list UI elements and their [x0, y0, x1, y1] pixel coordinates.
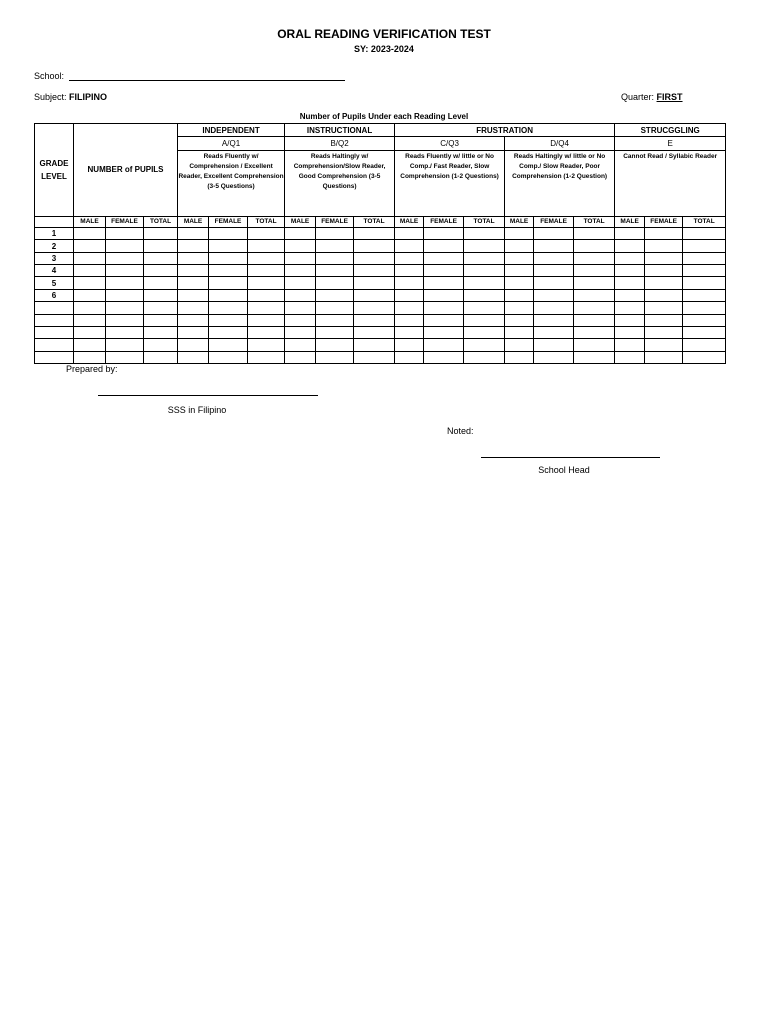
grade-number-cell	[35, 351, 74, 363]
count-entry-cell[interactable]	[178, 302, 209, 314]
count-entry-cell[interactable]	[395, 240, 424, 252]
count-entry-cell[interactable]	[574, 240, 615, 252]
quarter-label: Quarter:	[621, 92, 655, 102]
subheader-total: TOTAL	[683, 216, 726, 227]
count-entry-cell[interactable]	[534, 252, 574, 264]
count-entry-cell[interactable]	[464, 228, 505, 240]
grade-number-cell: 3	[35, 252, 74, 264]
grade-number-cell: 1	[35, 228, 74, 240]
school-field-row	[34, 71, 345, 81]
count-entry-cell[interactable]	[464, 302, 505, 314]
count-entry-cell[interactable]	[354, 351, 395, 363]
count-entry-cell[interactable]	[144, 228, 178, 240]
table-row	[35, 265, 726, 277]
count-entry-cell[interactable]	[354, 265, 395, 277]
count-entry-cell[interactable]	[464, 252, 505, 264]
count-entry-cell[interactable]	[285, 240, 316, 252]
count-entry-cell[interactable]	[534, 302, 574, 314]
count-entry-cell[interactable]	[534, 228, 574, 240]
subheader-total: TOTAL	[144, 216, 178, 227]
count-entry-cell[interactable]	[144, 252, 178, 264]
count-entry-cell[interactable]	[615, 265, 645, 277]
subheader-total: TOTAL	[574, 216, 615, 227]
school-blank-line[interactable]	[69, 71, 345, 81]
table-row	[35, 302, 726, 314]
count-entry-cell[interactable]	[106, 326, 144, 338]
grade-number-cell	[35, 326, 74, 338]
grade-number-cell: 5	[35, 277, 74, 289]
count-entry-cell[interactable]	[574, 314, 615, 326]
grade-number-cell: 4	[35, 265, 74, 277]
count-entry-cell[interactable]	[285, 302, 316, 314]
count-entry-cell[interactable]	[354, 277, 395, 289]
count-entry-cell[interactable]	[178, 314, 209, 326]
count-entry-cell[interactable]	[615, 326, 645, 338]
count-entry-cell[interactable]	[106, 339, 144, 351]
count-entry-cell[interactable]	[574, 265, 615, 277]
count-entry-cell[interactable]	[424, 326, 464, 338]
count-entry-cell[interactable]	[178, 351, 209, 363]
count-entry-cell[interactable]	[178, 228, 209, 240]
count-entry-cell[interactable]	[683, 339, 726, 351]
count-entry-cell[interactable]	[683, 265, 726, 277]
count-entry-cell[interactable]	[683, 326, 726, 338]
count-entry-cell[interactable]	[354, 252, 395, 264]
count-entry-cell[interactable]	[534, 289, 574, 301]
count-entry-cell[interactable]	[248, 252, 285, 264]
count-entry-cell[interactable]	[645, 252, 683, 264]
grade-number-cell: 6	[35, 289, 74, 301]
count-entry-cell[interactable]	[74, 228, 106, 240]
count-entry-cell[interactable]	[354, 228, 395, 240]
count-entry-cell[interactable]	[424, 277, 464, 289]
count-entry-cell[interactable]	[144, 289, 178, 301]
count-entry-cell[interactable]	[285, 265, 316, 277]
count-entry-cell[interactable]	[178, 252, 209, 264]
subheader-total: TOTAL	[464, 216, 505, 227]
school-head-label: School Head	[538, 465, 590, 475]
count-entry-cell[interactable]	[316, 228, 354, 240]
subheader-row	[35, 216, 726, 227]
subheader-female: FEMALE	[106, 216, 144, 227]
subheader-male: MALE	[178, 216, 209, 227]
count-entry-cell[interactable]	[424, 252, 464, 264]
count-entry-cell[interactable]	[209, 289, 248, 301]
count-entry-cell[interactable]	[534, 265, 574, 277]
count-entry-cell[interactable]	[395, 351, 424, 363]
count-entry-cell[interactable]	[178, 339, 209, 351]
count-entry-cell[interactable]	[354, 314, 395, 326]
level-name-frustration: FRUSTRATION	[395, 124, 615, 137]
subheader-blank	[35, 216, 74, 227]
count-entry-cell[interactable]	[74, 265, 106, 277]
count-entry-cell[interactable]	[144, 351, 178, 363]
level-description-a: Reads Fluently w/ Comprehension / Excellent Reader, Excellent Comprehension (3-5 Questions)	[178, 150, 285, 216]
subheader-male: MALE	[285, 216, 316, 227]
count-entry-cell[interactable]	[645, 289, 683, 301]
sss-in-filipino-label: SSS in Filipino	[167, 405, 227, 415]
count-entry-cell[interactable]	[209, 252, 248, 264]
count-entry-cell[interactable]	[424, 228, 464, 240]
level-code-e: E	[615, 137, 726, 150]
count-entry-cell[interactable]	[316, 351, 354, 363]
count-entry-cell[interactable]	[505, 351, 534, 363]
count-entry-cell[interactable]	[505, 302, 534, 314]
count-entry-cell[interactable]	[285, 252, 316, 264]
count-entry-cell[interactable]	[285, 314, 316, 326]
count-entry-cell[interactable]	[285, 339, 316, 351]
count-entry-cell[interactable]	[178, 265, 209, 277]
count-entry-cell[interactable]	[316, 326, 354, 338]
count-entry-cell[interactable]	[316, 265, 354, 277]
count-entry-cell[interactable]	[106, 265, 144, 277]
count-entry-cell[interactable]	[574, 289, 615, 301]
count-entry-cell[interactable]	[424, 302, 464, 314]
subheader-female: FEMALE	[645, 216, 683, 227]
count-entry-cell[interactable]	[615, 240, 645, 252]
count-entry-cell[interactable]	[505, 240, 534, 252]
count-entry-cell[interactable]	[534, 339, 574, 351]
count-entry-cell[interactable]	[464, 240, 505, 252]
count-entry-cell[interactable]	[505, 277, 534, 289]
count-entry-cell[interactable]	[144, 265, 178, 277]
level-name-independent: INDEPENDENT	[178, 124, 285, 137]
reading-level-table	[34, 123, 726, 364]
table-row	[35, 339, 726, 351]
prepared-by-signature-line[interactable]	[98, 381, 318, 396]
subject-label: Subject:	[34, 92, 67, 102]
count-entry-cell[interactable]	[248, 265, 285, 277]
count-entry-cell[interactable]	[574, 326, 615, 338]
count-entry-cell[interactable]	[106, 302, 144, 314]
grade-level-header: GRADE LEVEL	[35, 124, 74, 217]
count-entry-cell[interactable]	[74, 339, 106, 351]
count-entry-cell[interactable]	[285, 326, 316, 338]
count-entry-cell[interactable]	[74, 289, 106, 301]
count-entry-cell[interactable]	[534, 326, 574, 338]
school-year: SY: 2023-2024	[354, 44, 414, 54]
level-description-e: Cannot Read / Syllabic Reader	[615, 150, 726, 216]
count-entry-cell[interactable]	[74, 252, 106, 264]
count-entry-cell[interactable]	[248, 277, 285, 289]
table-row	[35, 326, 726, 338]
count-entry-cell[interactable]	[645, 277, 683, 289]
count-entry-cell[interactable]	[74, 326, 106, 338]
subject-value: FILIPINO	[69, 92, 108, 102]
count-entry-cell[interactable]	[209, 228, 248, 240]
subheader-male: MALE	[74, 216, 106, 227]
count-entry-cell[interactable]	[424, 265, 464, 277]
count-entry-cell[interactable]	[144, 326, 178, 338]
level-description-d: Reads Haltingly w/ little or No Comp./ Slow Reader, Poor Comprehension (1-2 Question)	[505, 150, 615, 216]
count-entry-cell[interactable]	[144, 277, 178, 289]
count-entry-cell[interactable]	[395, 339, 424, 351]
count-entry-cell[interactable]	[285, 228, 316, 240]
count-entry-cell[interactable]	[144, 302, 178, 314]
count-entry-cell[interactable]	[424, 314, 464, 326]
count-entry-cell[interactable]	[106, 228, 144, 240]
subheader-female: FEMALE	[209, 216, 248, 227]
count-entry-cell[interactable]	[424, 289, 464, 301]
count-entry-cell[interactable]	[464, 277, 505, 289]
count-entry-cell[interactable]	[395, 326, 424, 338]
count-entry-cell[interactable]	[645, 302, 683, 314]
count-entry-cell[interactable]	[534, 277, 574, 289]
count-entry-cell[interactable]	[424, 351, 464, 363]
count-entry-cell[interactable]	[615, 289, 645, 301]
count-entry-cell[interactable]	[574, 252, 615, 264]
count-entry-cell[interactable]	[144, 240, 178, 252]
count-entry-cell[interactable]	[464, 265, 505, 277]
noted-label: Noted:	[447, 426, 474, 436]
level-code-a: A/Q1	[178, 137, 285, 150]
subject-field-row	[34, 92, 107, 102]
count-entry-cell[interactable]	[209, 265, 248, 277]
count-entry-cell[interactable]	[683, 240, 726, 252]
count-entry-cell[interactable]	[209, 326, 248, 338]
count-entry-cell[interactable]	[395, 265, 424, 277]
grade-number-cell	[35, 302, 74, 314]
count-entry-cell[interactable]	[615, 314, 645, 326]
count-entry-cell[interactable]	[505, 228, 534, 240]
count-entry-cell[interactable]	[464, 326, 505, 338]
count-entry-cell[interactable]	[106, 289, 144, 301]
count-entry-cell[interactable]	[316, 302, 354, 314]
count-entry-cell[interactable]	[74, 277, 106, 289]
table-row	[35, 314, 726, 326]
subheader-male: MALE	[615, 216, 645, 227]
count-entry-cell[interactable]	[316, 252, 354, 264]
level-code-b: B/Q2	[285, 137, 395, 150]
count-entry-cell[interactable]	[316, 277, 354, 289]
count-entry-cell[interactable]	[395, 314, 424, 326]
count-entry-cell[interactable]	[248, 326, 285, 338]
count-entry-cell[interactable]	[615, 351, 645, 363]
count-entry-cell[interactable]	[354, 326, 395, 338]
school-head-signature-line[interactable]	[481, 443, 660, 458]
count-entry-cell[interactable]	[106, 252, 144, 264]
count-entry-cell[interactable]	[248, 289, 285, 301]
count-entry-cell[interactable]	[645, 326, 683, 338]
table-row	[35, 228, 726, 240]
count-entry-cell[interactable]	[683, 289, 726, 301]
count-entry-cell[interactable]	[534, 240, 574, 252]
subheader-male: MALE	[395, 216, 424, 227]
count-entry-cell[interactable]	[209, 351, 248, 363]
count-entry-cell[interactable]	[464, 351, 505, 363]
count-entry-cell[interactable]	[574, 351, 615, 363]
table-row	[35, 240, 726, 252]
number-of-pupils-header: NUMBER of PUPILS	[74, 124, 178, 217]
table-row	[35, 277, 726, 289]
count-entry-cell[interactable]	[248, 228, 285, 240]
count-entry-cell[interactable]	[178, 277, 209, 289]
level-code-d: D/Q4	[505, 137, 615, 150]
count-entry-cell[interactable]	[534, 314, 574, 326]
count-entry-cell[interactable]	[209, 240, 248, 252]
table-row	[35, 289, 726, 301]
grade-number-cell	[35, 339, 74, 351]
count-entry-cell[interactable]	[178, 289, 209, 301]
count-entry-cell[interactable]	[645, 265, 683, 277]
subheader-female: FEMALE	[534, 216, 574, 227]
count-entry-cell[interactable]	[285, 351, 316, 363]
count-entry-cell[interactable]	[209, 302, 248, 314]
count-entry-cell[interactable]	[574, 277, 615, 289]
count-entry-cell[interactable]	[354, 302, 395, 314]
level-name-instructional: INSTRUCTIONAL	[285, 124, 395, 137]
count-entry-cell[interactable]	[683, 277, 726, 289]
table-row	[35, 351, 726, 363]
level-description-c: Reads Fluently w/ little or No Comp./ Fast Reader, Slow Comprehension (1-2 Questions)	[395, 150, 505, 216]
count-entry-cell[interactable]	[178, 326, 209, 338]
count-entry-cell[interactable]	[178, 240, 209, 252]
count-entry-cell[interactable]	[505, 265, 534, 277]
count-entry-cell[interactable]	[74, 351, 106, 363]
subheader-female: FEMALE	[424, 216, 464, 227]
count-entry-cell[interactable]	[615, 252, 645, 264]
document-title: ORAL READING VERIFICATION TEST	[277, 27, 491, 41]
count-entry-cell[interactable]	[464, 314, 505, 326]
count-entry-cell[interactable]	[683, 302, 726, 314]
count-entry-cell[interactable]	[395, 289, 424, 301]
count-entry-cell[interactable]	[316, 240, 354, 252]
count-entry-cell[interactable]	[615, 302, 645, 314]
count-entry-cell[interactable]	[248, 314, 285, 326]
level-description-b: Reads Haltingly w/ Comprehension/Slow Reader, Good Comprehension (3-5 Questions)	[285, 150, 395, 216]
count-entry-cell[interactable]	[354, 339, 395, 351]
subheader-total: TOTAL	[354, 216, 395, 227]
count-entry-cell[interactable]	[683, 351, 726, 363]
count-entry-cell[interactable]	[248, 351, 285, 363]
count-entry-cell[interactable]	[505, 314, 534, 326]
count-entry-cell[interactable]	[106, 351, 144, 363]
level-name-struggling: STRUCGGLING	[615, 124, 726, 137]
quarter-value: FIRST	[656, 92, 683, 102]
count-entry-cell[interactable]	[106, 314, 144, 326]
count-entry-cell[interactable]	[464, 289, 505, 301]
count-entry-cell[interactable]	[683, 228, 726, 240]
count-entry-cell[interactable]	[144, 339, 178, 351]
count-entry-cell[interactable]	[424, 339, 464, 351]
count-entry-cell[interactable]	[645, 339, 683, 351]
grade-number-cell	[35, 314, 74, 326]
count-entry-cell[interactable]	[464, 339, 505, 351]
count-entry-cell[interactable]	[395, 302, 424, 314]
grade-number-cell: 2	[35, 240, 74, 252]
count-entry-cell[interactable]	[316, 339, 354, 351]
count-entry-cell[interactable]	[316, 289, 354, 301]
count-entry-cell[interactable]	[144, 314, 178, 326]
count-entry-cell[interactable]	[505, 289, 534, 301]
count-entry-cell[interactable]	[316, 314, 354, 326]
subheader-total: TOTAL	[248, 216, 285, 227]
count-entry-cell[interactable]	[615, 228, 645, 240]
count-entry-cell[interactable]	[505, 252, 534, 264]
count-entry-cell[interactable]	[395, 252, 424, 264]
count-entry-cell[interactable]	[645, 228, 683, 240]
count-entry-cell[interactable]	[645, 240, 683, 252]
prepared-by-label: Prepared by:	[66, 364, 118, 374]
count-entry-cell[interactable]	[395, 228, 424, 240]
count-entry-cell[interactable]	[74, 240, 106, 252]
count-entry-cell[interactable]	[615, 339, 645, 351]
count-entry-cell[interactable]	[395, 277, 424, 289]
count-entry-cell[interactable]	[209, 277, 248, 289]
count-entry-cell[interactable]	[354, 289, 395, 301]
count-entry-cell[interactable]	[683, 252, 726, 264]
count-entry-cell[interactable]	[505, 326, 534, 338]
count-entry-cell[interactable]	[106, 240, 144, 252]
count-entry-cell[interactable]	[645, 351, 683, 363]
level-code-c: C/Q3	[395, 137, 505, 150]
count-entry-cell[interactable]	[574, 302, 615, 314]
count-entry-cell[interactable]	[683, 314, 726, 326]
count-entry-cell[interactable]	[574, 339, 615, 351]
subheader-female: FEMALE	[316, 216, 354, 227]
count-entry-cell[interactable]	[285, 289, 316, 301]
count-entry-cell[interactable]	[248, 240, 285, 252]
count-entry-cell[interactable]	[534, 351, 574, 363]
count-entry-cell[interactable]	[248, 339, 285, 351]
count-entry-cell[interactable]	[209, 339, 248, 351]
count-entry-cell[interactable]	[424, 240, 464, 252]
table-row	[35, 252, 726, 264]
count-entry-cell[interactable]	[505, 339, 534, 351]
count-entry-cell[interactable]	[74, 302, 106, 314]
count-entry-cell[interactable]	[74, 314, 106, 326]
school-label: School:	[34, 71, 65, 81]
table-caption: Number of Pupils Under each Reading Level	[299, 112, 469, 121]
count-entry-cell[interactable]	[615, 277, 645, 289]
count-entry-cell[interactable]	[248, 302, 285, 314]
quarter-field-row	[621, 92, 683, 102]
count-entry-cell[interactable]	[354, 240, 395, 252]
count-entry-cell[interactable]	[106, 277, 144, 289]
subheader-male: MALE	[505, 216, 534, 227]
count-entry-cell[interactable]	[209, 314, 248, 326]
data-rows	[35, 228, 726, 364]
count-entry-cell[interactable]	[645, 314, 683, 326]
count-entry-cell[interactable]	[285, 277, 316, 289]
count-entry-cell[interactable]	[574, 228, 615, 240]
